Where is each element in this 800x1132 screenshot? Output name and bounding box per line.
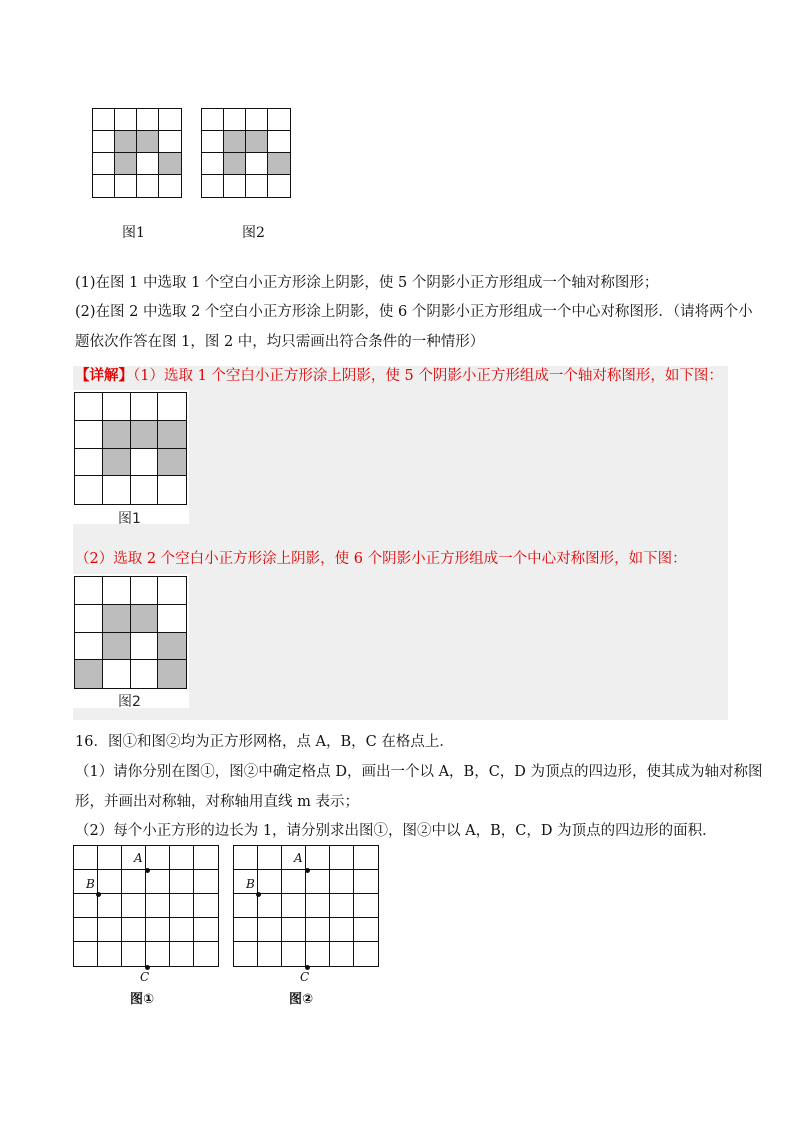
grid-cell — [282, 894, 306, 918]
grid-cell — [354, 846, 378, 870]
grid-cell — [234, 918, 258, 942]
q16-part1-line1: （1）请你分别在图①，图②中确定格点 D，画出一个以 A，B，C，D 为顶点的四边形，使其成为轴对称图 — [75, 764, 763, 780]
answer-grid-fig2 — [74, 576, 187, 689]
grid-cell — [75, 633, 103, 661]
grid-cell — [146, 942, 170, 966]
grid-cell — [159, 131, 181, 153]
answer-fig2-label: 图2 — [118, 694, 141, 710]
grid-cell — [194, 942, 218, 966]
grid-cell — [122, 870, 146, 894]
grid-cell — [122, 894, 146, 918]
grid-cell — [131, 633, 159, 661]
grid-cell — [75, 421, 103, 449]
grid-cell — [146, 846, 170, 870]
grid-cell — [224, 109, 246, 131]
grid-cell — [224, 175, 246, 197]
grid-cell — [258, 870, 282, 894]
grid-cell — [74, 918, 98, 942]
shaded-cell — [158, 660, 186, 688]
shaded-cell — [103, 421, 131, 449]
grid-cell — [75, 605, 103, 633]
point-a-label-fig2: A — [294, 851, 303, 865]
grid-cell — [170, 870, 194, 894]
point-c-dot-fig2 — [305, 965, 310, 970]
q15-part2-line1: (2)在图 2 中选取 2 个空白小正方形涂上阴影，使 6 个阴影小正方形组成一个中心对称图形．（请将两个小 — [75, 304, 753, 320]
grid-cell — [354, 894, 378, 918]
shaded-cell — [75, 660, 103, 688]
grid-cell — [268, 109, 290, 131]
grid-cell — [202, 109, 224, 131]
grid-cell — [170, 894, 194, 918]
shaded-cell — [268, 153, 290, 175]
grid-cell — [137, 153, 159, 175]
grid-cell — [306, 918, 330, 942]
point-b-label-fig1: B — [86, 877, 95, 891]
grid-cell — [103, 476, 131, 504]
q16-grid-fig2 — [233, 845, 379, 967]
grid-cell — [93, 109, 115, 131]
grid-cell — [158, 476, 186, 504]
q16-fig1-label: 图① — [130, 992, 155, 1007]
grid-cell — [137, 175, 159, 197]
grid-cell — [354, 870, 378, 894]
shaded-cell — [103, 633, 131, 661]
answer-fig1-label: 图1 — [118, 511, 141, 527]
point-b-dot-fig2 — [256, 892, 261, 897]
grid-cell — [258, 894, 282, 918]
grid-cell — [202, 175, 224, 197]
grid-cell — [234, 846, 258, 870]
shaded-cell — [224, 153, 246, 175]
answer-part1 — [75, 366, 723, 386]
grid-cell — [282, 942, 306, 966]
shaded-cell — [159, 153, 181, 175]
grid-cell — [330, 846, 354, 870]
answer-part1-text: （1）选取 1 个空白小正方形涂上阴影，使 5 个阴影小正方形组成一个轴对称图形，如下图： — [133, 368, 723, 384]
grid-cell — [170, 846, 194, 870]
grid-cell — [306, 870, 330, 894]
grid-cell — [74, 894, 98, 918]
grid-cell — [115, 109, 137, 131]
grid-cell — [131, 393, 159, 421]
point-a-dot-fig2 — [305, 868, 310, 873]
grid-cell — [137, 109, 159, 131]
grid-cell — [146, 894, 170, 918]
grid-cell — [194, 846, 218, 870]
answer-part2: （2）选取 2 个空白小正方形涂上阴影，使 6 个阴影小正方形组成一个中心对称图形，如下图： — [75, 551, 687, 567]
grid-cell — [330, 918, 354, 942]
q16-grid-fig1 — [73, 845, 219, 967]
grid-cell — [282, 870, 306, 894]
shaded-cell — [246, 131, 268, 153]
grid-cell — [115, 175, 137, 197]
point-b-dot-fig1 — [96, 892, 101, 897]
grid-cell — [246, 109, 268, 131]
grid-cell — [158, 393, 186, 421]
grid-cell — [268, 131, 290, 153]
shaded-cell — [137, 131, 159, 153]
shaded-cell — [115, 153, 137, 175]
top-fig2-label: 图2 — [242, 225, 265, 241]
shaded-cell — [158, 633, 186, 661]
grid-cell — [202, 131, 224, 153]
grid-cell — [158, 605, 186, 633]
grid-cell — [194, 918, 218, 942]
grid-cell — [258, 846, 282, 870]
shaded-cell — [103, 605, 131, 633]
point-a-label-fig1: A — [134, 851, 143, 865]
grid-cell — [330, 894, 354, 918]
grid-cell — [103, 393, 131, 421]
grid-cell — [93, 153, 115, 175]
top-grid-fig2 — [201, 108, 291, 198]
grid-cell — [93, 175, 115, 197]
grid-cell — [354, 942, 378, 966]
grid-cell — [282, 918, 306, 942]
grid-cell — [131, 660, 159, 688]
grid-cell — [146, 918, 170, 942]
grid-cell — [330, 870, 354, 894]
grid-cell — [246, 153, 268, 175]
top-grid-fig1 — [92, 108, 182, 198]
grid-cell — [74, 846, 98, 870]
grid-cell — [159, 175, 181, 197]
grid-cell — [202, 153, 224, 175]
shaded-cell — [131, 421, 159, 449]
grid-cell — [103, 577, 131, 605]
grid-cell — [194, 894, 218, 918]
grid-cell — [74, 942, 98, 966]
grid-cell — [98, 918, 122, 942]
grid-cell — [194, 870, 218, 894]
q15-part1: (1)在图 1 中选取 1 个空白小正方形涂上阴影，使 5 个阴影小正方形组成一个轴对称图形； — [75, 275, 659, 291]
shaded-cell — [224, 131, 246, 153]
point-a-dot-fig1 — [145, 868, 150, 873]
point-b-label-fig2: B — [246, 877, 255, 891]
grid-cell — [246, 175, 268, 197]
q16-part1-line2: 形，并画出对称轴，对称轴用直线 m 表示； — [75, 794, 359, 810]
grid-cell — [131, 449, 159, 477]
grid-cell — [268, 175, 290, 197]
grid-cell — [103, 660, 131, 688]
grid-cell — [75, 476, 103, 504]
grid-cell — [131, 577, 159, 605]
q16-part2: （2）每个小正方形的边长为 1，请分别求出图①，图②中以 A，B，C，D 为顶点的四边形的面积． — [75, 823, 717, 839]
point-c-label-fig1: C — [140, 970, 150, 984]
answer-tag: 【详解】 — [75, 367, 133, 384]
grid-cell — [122, 918, 146, 942]
grid-cell — [131, 476, 159, 504]
shaded-cell — [158, 449, 186, 477]
grid-cell — [258, 918, 282, 942]
grid-cell — [234, 894, 258, 918]
grid-cell — [306, 942, 330, 966]
grid-cell — [75, 393, 103, 421]
point-c-label-fig2: C — [300, 970, 310, 984]
q16-fig2-label: 图② — [289, 992, 314, 1007]
grid-cell — [158, 577, 186, 605]
shaded-cell — [103, 449, 131, 477]
grid-cell — [98, 894, 122, 918]
shaded-cell — [115, 131, 137, 153]
grid-cell — [146, 870, 170, 894]
grid-cell — [98, 846, 122, 870]
grid-cell — [306, 894, 330, 918]
grid-cell — [170, 918, 194, 942]
grid-cell — [93, 131, 115, 153]
point-c-dot-fig1 — [145, 965, 150, 970]
grid-cell — [98, 870, 122, 894]
grid-cell — [75, 449, 103, 477]
grid-cell — [306, 846, 330, 870]
shaded-cell — [131, 605, 159, 633]
q16-stem: 16．图①和图②均为正方形网格，点 A，B，C 在格点上． — [75, 734, 454, 750]
grid-cell — [354, 918, 378, 942]
grid-cell — [234, 942, 258, 966]
q15-part2-line2: 题依次作答在图 1，图 2 中，均只需画出符合条件的一种情形） — [75, 334, 485, 350]
shaded-cell — [158, 421, 186, 449]
grid-cell — [330, 942, 354, 966]
grid-cell — [159, 109, 181, 131]
answer-grid-fig1 — [74, 392, 187, 505]
grid-cell — [258, 942, 282, 966]
grid-cell — [122, 942, 146, 966]
top-fig1-label: 图1 — [122, 225, 145, 241]
grid-cell — [170, 942, 194, 966]
grid-cell — [75, 577, 103, 605]
grid-cell — [98, 942, 122, 966]
